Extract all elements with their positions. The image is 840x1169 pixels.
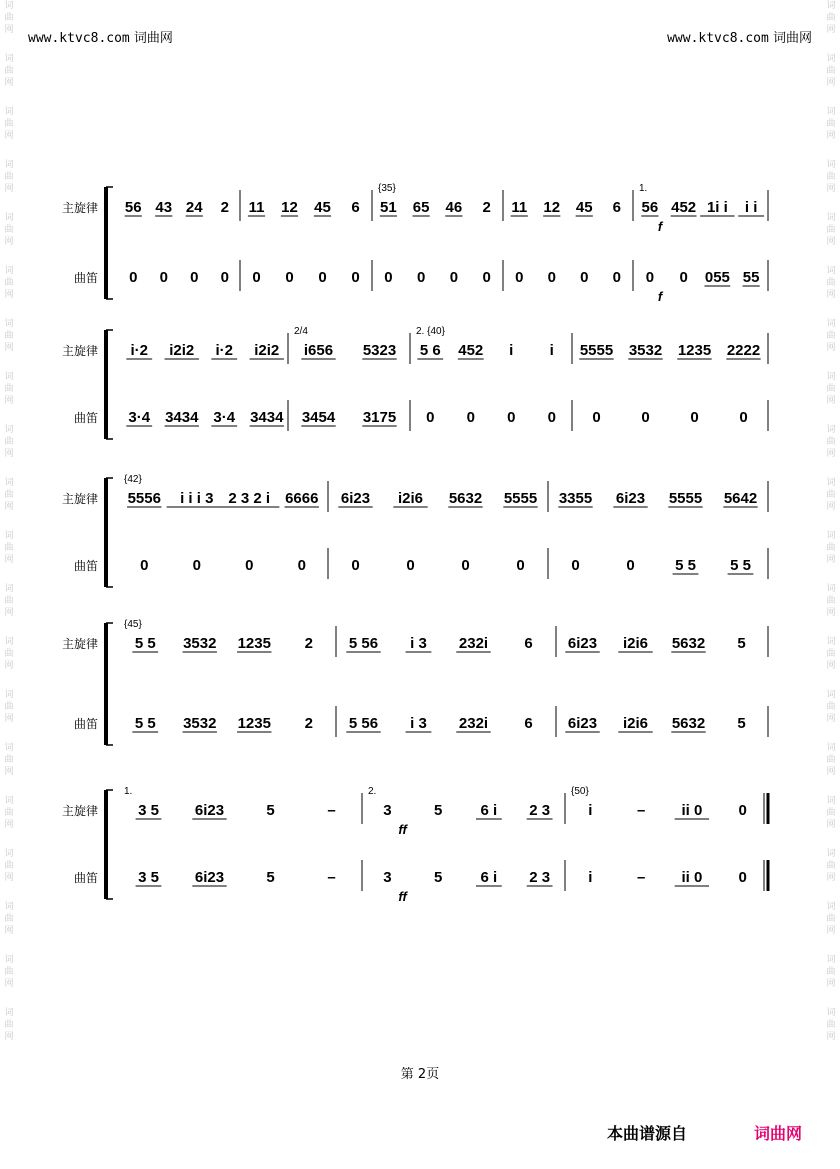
jianpu-note: 45 xyxy=(575,199,593,216)
watermark-text: 词 曲 网 xyxy=(826,54,836,88)
jianpu-note: 12 xyxy=(281,199,298,216)
jianpu-note: 0 xyxy=(426,409,435,426)
watermark-text: 词 曲 网 xyxy=(4,849,14,883)
jianpu-note: 0 xyxy=(192,557,201,574)
jianpu-note: 0 xyxy=(738,869,747,886)
jianpu-note: 0 xyxy=(507,409,516,426)
jianpu-note: 2 3 xyxy=(529,869,551,886)
jianpu-note: 5 56 xyxy=(348,635,379,652)
jianpu-note: i2i2 xyxy=(254,342,280,359)
jianpu-note: 5323 xyxy=(362,342,397,359)
jianpu-note: 3532 xyxy=(183,715,217,732)
header-site-name: 词曲网 xyxy=(772,31,812,46)
jianpu-note: 0 xyxy=(482,269,491,286)
measure-mark: 1. xyxy=(639,183,648,194)
watermark-text: 词 曲 网 xyxy=(826,213,836,247)
measure-mark: {50} xyxy=(571,786,589,797)
watermark-text: 词 曲 网 xyxy=(4,425,14,459)
jianpu-note: ii 0 xyxy=(681,802,703,819)
jianpu-note: 0 xyxy=(738,802,747,819)
jianpu-note: i2i6 xyxy=(622,635,649,652)
part-label-flute: 曲笛 xyxy=(73,871,98,885)
watermark-text: 词 曲 网 xyxy=(4,372,14,406)
jianpu-note: 0 xyxy=(626,557,635,574)
watermark-text: 词 曲 网 xyxy=(826,160,836,194)
jianpu-note: i656 xyxy=(303,342,334,359)
watermark-text: 词 曲 网 xyxy=(826,425,836,459)
watermark-text: 词 曲 网 xyxy=(826,637,836,671)
watermark-text: 词 曲 网 xyxy=(4,637,14,671)
jianpu-note: 24 xyxy=(185,199,203,216)
jianpu-note: 6i23 xyxy=(340,490,371,507)
jianpu-note: 452 xyxy=(671,199,697,216)
watermark-text: 词 曲 网 xyxy=(4,1008,14,1042)
jianpu-note: 5556 xyxy=(127,490,161,507)
jianpu-note: 1235 xyxy=(237,635,271,652)
dynamic-mark: ff xyxy=(398,889,407,904)
watermark-text: 词 曲 网 xyxy=(4,902,14,936)
measure-mark: {42} xyxy=(124,474,142,485)
watermark-text: 词 曲 网 xyxy=(826,266,836,300)
jianpu-note: 1235 xyxy=(237,715,271,732)
header-url[interactable]: www.ktvc8.com xyxy=(28,31,130,46)
jianpu-note: 2 3 2 i xyxy=(228,490,271,507)
jianpu-note: 51 xyxy=(380,199,397,216)
jianpu-note: 6i23 xyxy=(567,715,598,732)
jianpu-note: 5 5 xyxy=(134,715,156,732)
jianpu-note: 11 xyxy=(248,199,265,216)
jianpu-note: 6 xyxy=(524,715,533,732)
jianpu-note: – xyxy=(636,802,646,819)
jianpu-note: 3434 xyxy=(165,409,199,426)
jianpu-note: 3 xyxy=(383,869,392,886)
jianpu-note: i xyxy=(549,342,554,359)
jianpu-note: 0 xyxy=(547,409,556,426)
jianpu-note: 46 xyxy=(445,199,463,216)
measure-mark: 2. {40} xyxy=(416,326,445,337)
jianpu-note: 232i xyxy=(458,715,489,732)
header-url[interactable]: www.ktvc8.com xyxy=(667,31,769,46)
watermark-text: 词 曲 网 xyxy=(4,160,14,194)
jianpu-note: 5 xyxy=(266,802,275,819)
jianpu-note: i 3 xyxy=(410,635,427,652)
jianpu-note: 5 xyxy=(433,802,443,819)
watermark-text: 词 曲 网 xyxy=(4,690,14,724)
watermark-text: 词 曲 网 xyxy=(4,955,14,989)
jianpu-note: i2i6 xyxy=(397,490,424,507)
jianpu-note: 3532 xyxy=(183,635,217,652)
jianpu-note: 0 xyxy=(571,557,580,574)
jianpu-note: 5 6 xyxy=(419,342,441,359)
header-site-name: 词曲网 xyxy=(133,31,173,46)
watermark-text: 词 曲 网 xyxy=(4,478,14,512)
jianpu-note: 5632 xyxy=(448,490,483,507)
jianpu-note: i2i6 xyxy=(622,715,649,732)
part-label-melody: 主旋律 xyxy=(61,804,98,818)
jianpu-note: 11 xyxy=(511,199,528,216)
jianpu-note: 0 xyxy=(739,409,748,426)
watermark-text: 词 曲 网 xyxy=(4,319,14,353)
watermark-text: 词 曲 网 xyxy=(826,1008,836,1042)
jianpu-note: i i xyxy=(744,199,758,216)
part-label-melody: 主旋律 xyxy=(61,637,98,651)
jianpu-note: 0 xyxy=(612,269,621,286)
watermark-text: 词 曲 网 xyxy=(826,107,836,141)
jianpu-note: 56 xyxy=(641,199,659,216)
watermark-text: 词 曲 网 xyxy=(826,743,836,777)
watermark-text: 词 曲 网 xyxy=(4,796,14,830)
jianpu-note: 1i i xyxy=(706,199,728,216)
jianpu-note: 5 5 xyxy=(134,635,156,652)
measure-mark: 1. xyxy=(124,786,133,797)
jianpu-note: 3·4 xyxy=(213,409,236,426)
jianpu-note: 2 xyxy=(304,715,313,732)
jianpu-note: 6 xyxy=(351,199,360,216)
watermark-text: 词 曲 网 xyxy=(826,1,836,35)
jianpu-note: 0 xyxy=(592,409,601,426)
watermark-text: 词 曲 网 xyxy=(4,266,14,300)
jianpu-note: 055 xyxy=(704,269,730,286)
jianpu-note: 6 i xyxy=(480,802,498,819)
watermark-text: 词 曲 网 xyxy=(4,531,14,565)
jianpu-note: – xyxy=(327,869,336,886)
part-label-melody: 主旋律 xyxy=(61,201,98,215)
jianpu-note: ii 0 xyxy=(681,869,703,886)
jianpu-note: 6i23 xyxy=(567,635,598,652)
watermark-text: 词 曲 网 xyxy=(826,849,836,883)
jianpu-note: 0 xyxy=(140,557,149,574)
jianpu-note: 6 i xyxy=(480,869,498,886)
jianpu-note: 0 xyxy=(129,269,138,286)
measure-mark: {35} xyxy=(378,183,396,194)
jianpu-note: i·2 xyxy=(215,342,234,359)
jianpu-note: 3 5 xyxy=(138,802,159,819)
jianpu-note: 1235 xyxy=(677,342,712,359)
jianpu-note: 12 xyxy=(543,199,561,216)
jianpu-note: 232i xyxy=(458,635,489,652)
jianpu-note: 0 xyxy=(449,269,459,286)
jianpu-note: 5 xyxy=(266,869,275,886)
jianpu-note: 6666 xyxy=(285,490,319,507)
jianpu-note: i·2 xyxy=(130,342,149,359)
part-label-melody: 主旋律 xyxy=(61,492,98,506)
jianpu-note: 5555 xyxy=(579,342,614,359)
jianpu-note: 2 xyxy=(220,199,229,216)
dynamic-mark: f xyxy=(657,289,663,304)
jianpu-note: 5 5 xyxy=(675,557,696,574)
source-label: 本曲谱源自 xyxy=(607,1124,688,1143)
jianpu-note: 3175 xyxy=(362,409,397,426)
jianpu-note: 0 xyxy=(297,557,306,574)
watermark-text: 词 曲 网 xyxy=(826,584,836,618)
jianpu-note: 3454 xyxy=(301,409,336,426)
measure-mark: {45} xyxy=(124,619,142,630)
jianpu-note: 55 xyxy=(742,269,760,286)
jianpu-note: – xyxy=(327,802,336,819)
jianpu-note: 2 xyxy=(482,199,491,216)
watermark-text: 词 曲 网 xyxy=(826,372,836,406)
jianpu-note: 0 xyxy=(516,557,525,574)
watermark-text: 词 曲 网 xyxy=(826,478,836,512)
jianpu-note: 0 xyxy=(384,269,393,286)
jianpu-note: 6 xyxy=(524,635,533,652)
jianpu-note: 6i23 xyxy=(194,869,225,886)
jianpu-note: 5642 xyxy=(723,490,758,507)
jianpu-note: 0 xyxy=(220,269,229,286)
jianpu-note: 3·4 xyxy=(128,409,151,426)
jianpu-note: – xyxy=(636,869,646,886)
jianpu-note: 5632 xyxy=(671,715,706,732)
jianpu-note: 2 3 xyxy=(529,802,551,819)
jianpu-note: 0 xyxy=(318,269,327,286)
jianpu-note: 6i23 xyxy=(194,802,225,819)
watermark-text: 词 曲 网 xyxy=(826,796,836,830)
page-number: 第 2页 xyxy=(400,1067,440,1082)
jianpu-note: 0 xyxy=(406,557,415,574)
jianpu-note: 3355 xyxy=(558,490,593,507)
jianpu-note: 0 xyxy=(645,269,655,286)
watermark-text: 词 曲 网 xyxy=(826,319,836,353)
part-label-flute: 曲笛 xyxy=(73,411,98,425)
jianpu-note: 5 56 xyxy=(348,715,379,732)
jianpu-note: 5 xyxy=(737,715,746,732)
jianpu-note: 0 xyxy=(351,269,360,286)
jianpu-note: 0 xyxy=(416,269,426,286)
jianpu-note: 2222 xyxy=(726,342,761,359)
part-label-melody: 主旋律 xyxy=(61,344,98,358)
jianpu-note: i xyxy=(588,869,593,886)
jianpu-note: i xyxy=(509,342,514,359)
jianpu-note: 2 xyxy=(304,635,313,652)
jianpu-note: i 3 xyxy=(410,715,427,732)
measure-mark: 2/4 xyxy=(294,326,308,337)
source-site-link[interactable]: 词曲网 xyxy=(754,1124,803,1143)
jianpu-note: 6 xyxy=(612,199,621,216)
jianpu-note: 0 xyxy=(252,269,261,286)
jianpu-note: 0 xyxy=(547,269,556,286)
watermark-text: 词 曲 网 xyxy=(4,584,14,618)
jianpu-note: 0 xyxy=(580,269,589,286)
jianpu-note: 3 5 xyxy=(138,869,159,886)
jianpu-note: 43 xyxy=(155,199,173,216)
jianpu-note: 0 xyxy=(690,409,699,426)
jianpu-note: 0 xyxy=(351,557,360,574)
jianpu-note: 65 xyxy=(412,199,430,216)
dynamic-mark: f xyxy=(657,219,663,234)
jianpu-note: 56 xyxy=(124,199,142,216)
jianpu-note: 0 xyxy=(190,269,199,286)
watermark-text: 词 曲 网 xyxy=(4,107,14,141)
jianpu-note: i xyxy=(588,802,593,819)
jianpu-note: 3532 xyxy=(628,342,663,359)
jianpu-note: 5555 xyxy=(668,490,703,507)
jianpu-note: 6i23 xyxy=(615,490,646,507)
jianpu-note: 3 xyxy=(383,802,392,819)
part-label-flute: 曲笛 xyxy=(73,559,98,573)
jianpu-note: 5555 xyxy=(503,490,538,507)
dynamic-mark: ff xyxy=(398,822,407,837)
watermark-text: 词 曲 网 xyxy=(4,54,14,88)
jianpu-note: i i i 3 xyxy=(180,490,214,507)
jianpu-note: 0 xyxy=(245,557,254,574)
jianpu-note: 0 xyxy=(285,269,294,286)
watermark-text: 词 曲 网 xyxy=(826,531,836,565)
jianpu-note: i2i2 xyxy=(169,342,195,359)
jianpu-note: 0 xyxy=(515,269,524,286)
watermark-text: 词 曲 网 xyxy=(826,955,836,989)
watermark-text: 词 曲 网 xyxy=(826,902,836,936)
watermark-text: 词 曲 网 xyxy=(4,213,14,247)
watermark-text: 词 曲 网 xyxy=(826,690,836,724)
jianpu-note: 0 xyxy=(466,409,475,426)
watermark-text: 词 曲 网 xyxy=(4,743,14,777)
part-label-flute: 曲笛 xyxy=(73,717,98,731)
jianpu-note: 3434 xyxy=(250,409,284,426)
jianpu-note: 0 xyxy=(461,557,470,574)
jianpu-note: 452 xyxy=(458,342,484,359)
jianpu-note: 5 5 xyxy=(730,557,751,574)
jianpu-note: 5632 xyxy=(671,635,706,652)
jianpu-note: 45 xyxy=(314,199,331,216)
jianpu-note: 0 xyxy=(679,269,688,286)
jianpu-note: 5 xyxy=(737,635,746,652)
part-label-flute: 曲笛 xyxy=(73,271,98,285)
watermark-text: 词 曲 网 xyxy=(4,1,14,35)
measure-mark: 2. xyxy=(368,786,377,797)
jianpu-note: 0 xyxy=(159,269,168,286)
jianpu-note: 0 xyxy=(641,409,650,426)
jianpu-note: 5 xyxy=(433,869,443,886)
